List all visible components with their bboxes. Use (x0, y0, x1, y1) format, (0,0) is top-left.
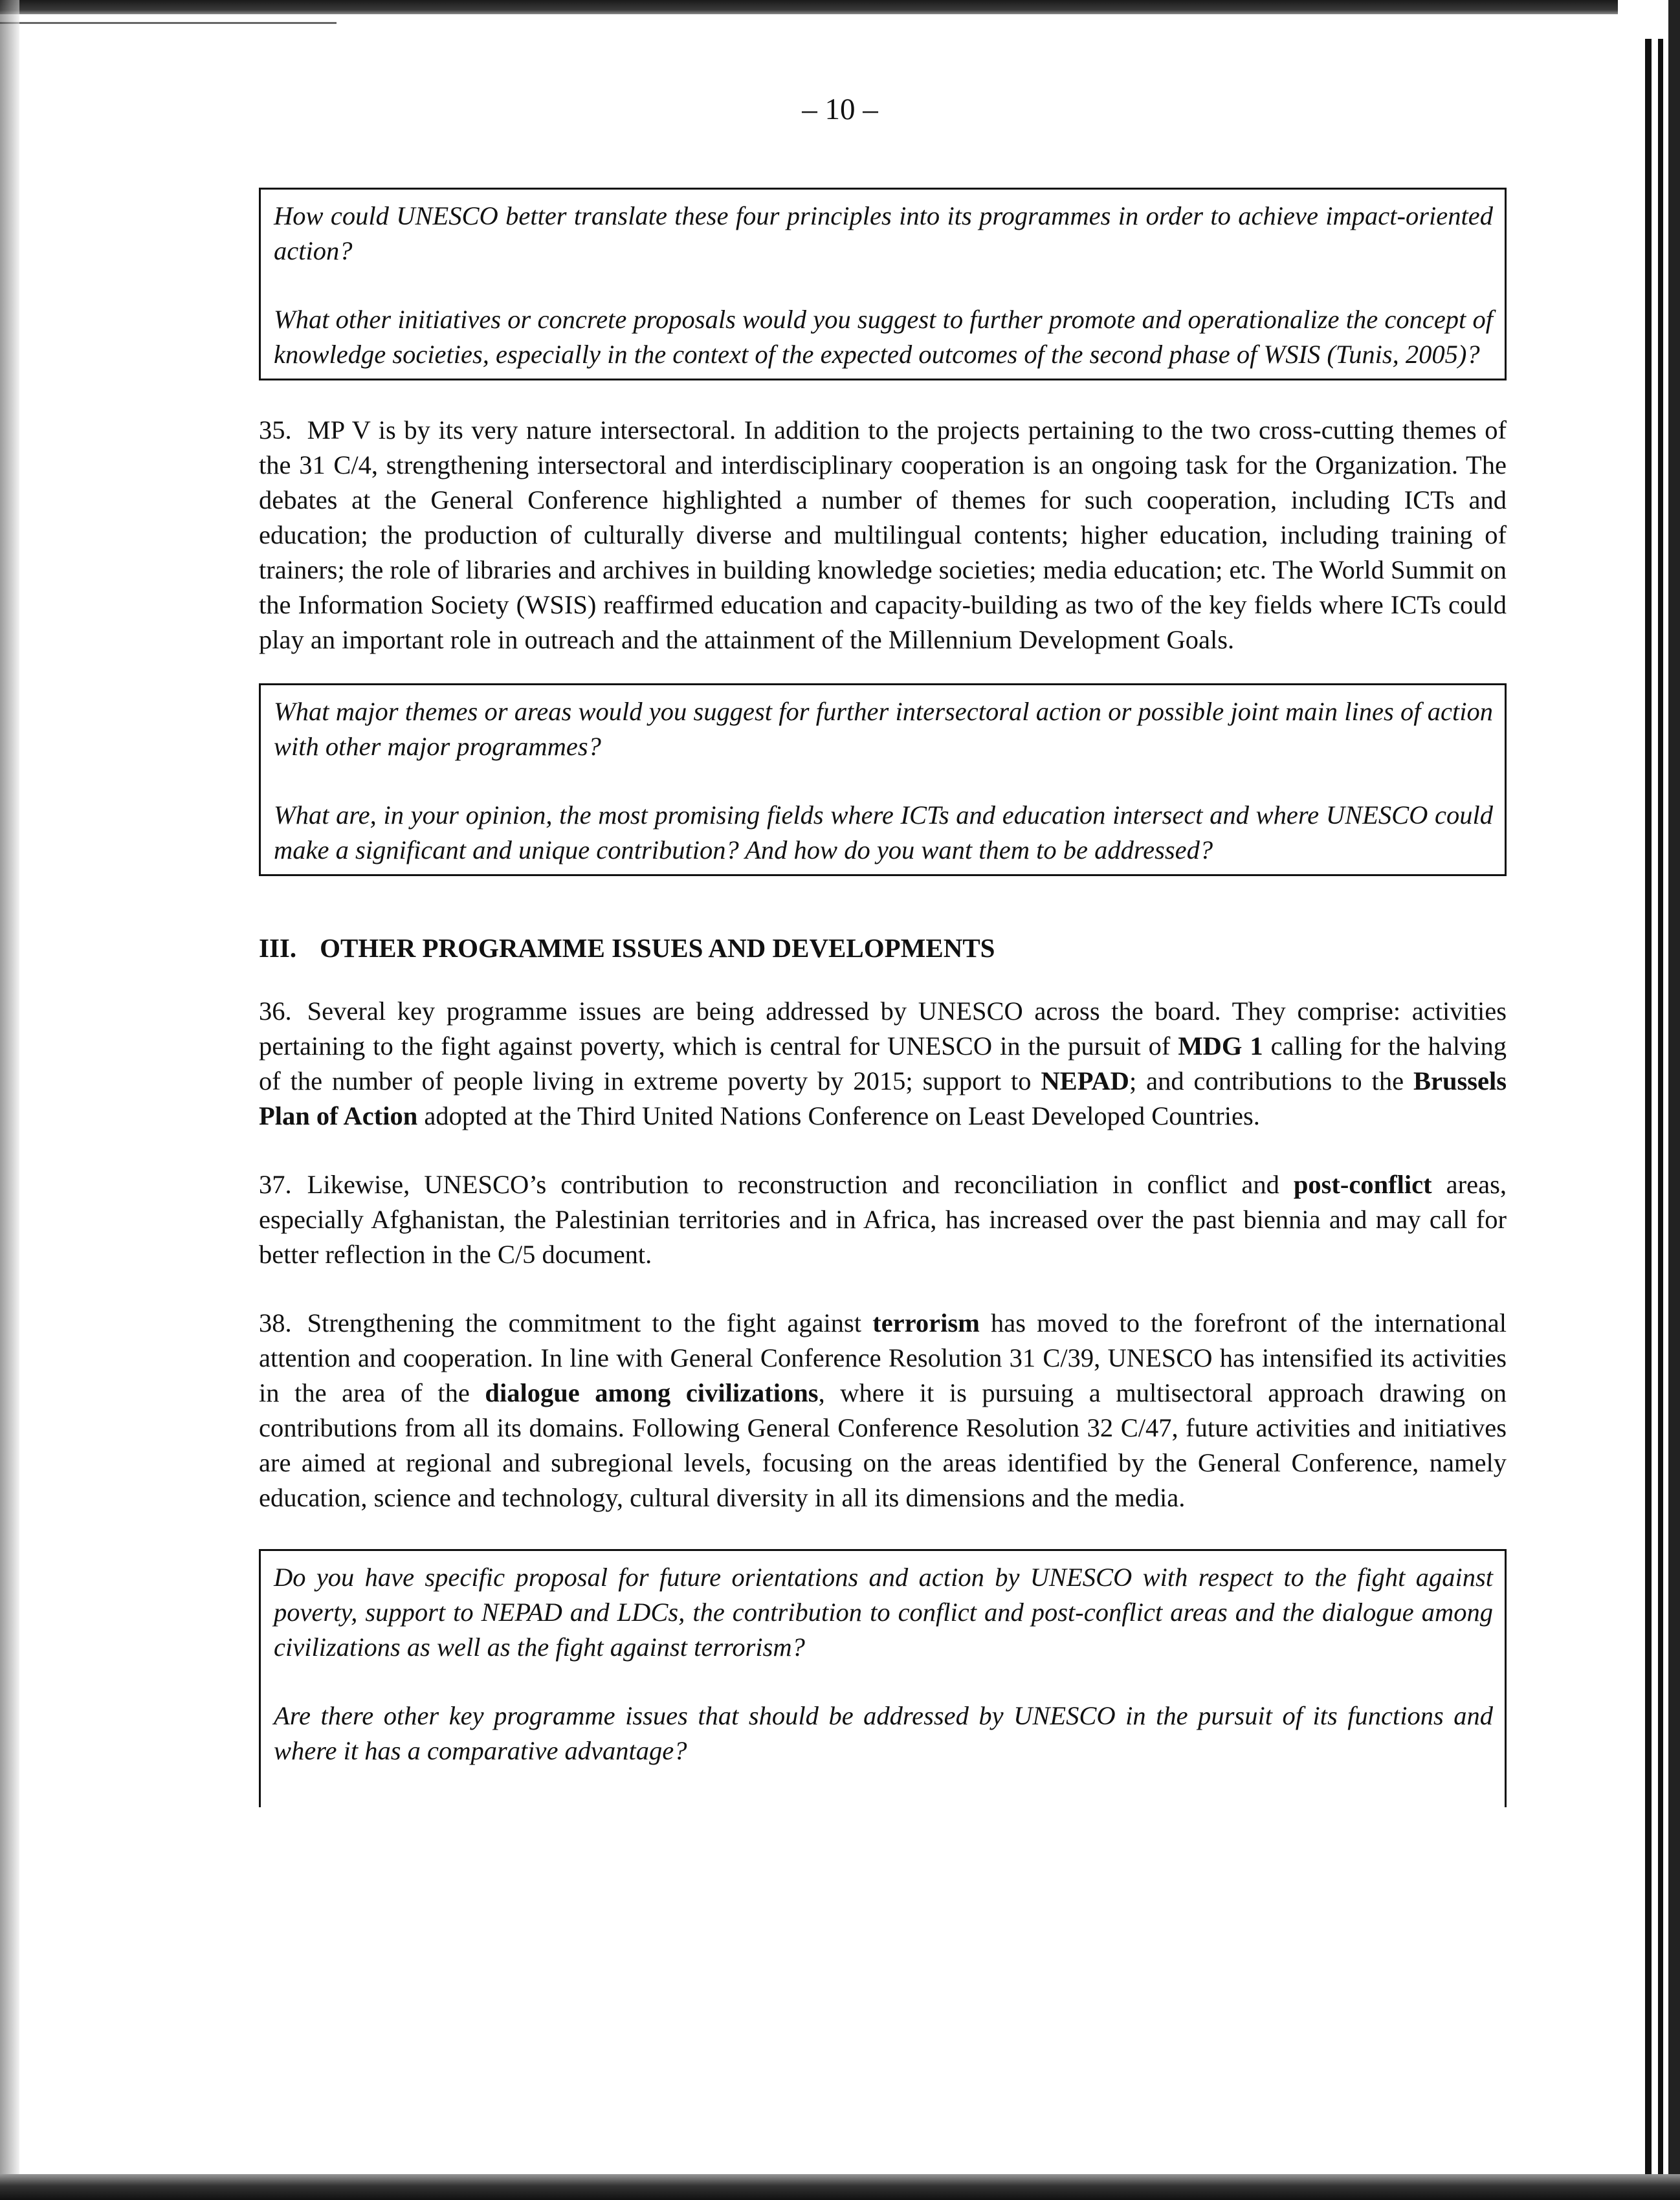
scan-edge-top (0, 0, 1680, 14)
paragraph-text: calling for the halving of the number of people living in extreme poverty by 2015; support to (259, 1031, 1507, 1095)
paragraph-text: Strengthening the commitment to the fight against (307, 1308, 873, 1337)
paragraph-text: Several key programme issues are being addressed by UNESCO across the board. They comprise: activities pertaining to the fight against poverty, which is central for UNESCO in the pursuit of (259, 996, 1507, 1061)
scan-edge-left (0, 0, 19, 2200)
question-box-2 (259, 683, 1507, 876)
paragraph-text: areas, especially Afghanistan, the Palestinian territories and in Africa, has increased over the past biennia and may call for better reflection in the C/5 document. (259, 1170, 1507, 1269)
paragraph-35 (259, 413, 1507, 657)
scan-edge-bottom (0, 2174, 1680, 2200)
paragraph-number: 36. (259, 996, 292, 1026)
paragraph-37 (259, 1167, 1507, 1272)
paragraph-number: 35. (259, 415, 292, 445)
section-number: III. (259, 933, 297, 963)
question-box-1 (259, 188, 1507, 380)
section-title: OTHER PROGRAMME ISSUES AND DEVELOPMENTS (320, 933, 995, 963)
paragraph-number: 37. (259, 1170, 292, 1199)
paragraph-text: Likewise, UNESCO’s contribution to reconstruction and reconciliation in conflict and (307, 1170, 1294, 1199)
bold-term: Brussels Plan of Action (259, 1066, 1507, 1130)
page-body (259, 188, 1507, 1807)
paragraph-text: , where it is pursuing a multisectoral approach drawing on contributions from all its domains. Following General Conference Resolution 32 C/47, future activities and initiatives are aimed at regional and subregional levels, focusing on the areas identified by the General Conference, namely education, science and technology, cultural diversity in all its dimensions and the media. (259, 1378, 1507, 1512)
question-box-2-q1: What major themes or areas would you suggest for further intersectoral action or possible joint main lines of action with other major programmes? (274, 697, 1493, 761)
question-box-2-q2: What are, in your opinion, the most promising fields where ICTs and education intersect and where UNESCO could make a significant and unique contribution? And how do you want them to be addressed? (274, 800, 1493, 864)
scan-artifact-line (0, 22, 337, 24)
bold-term: dialogue among civilizations (485, 1378, 819, 1407)
question-box-1-q2: What other initiatives or concrete proposals would you suggest to further promote and operationalize the concept of knowledge societies, especially in the context of the expected outcomes of the second phase of WSIS (Tunis, 2005)? (274, 305, 1493, 369)
paragraph-36 (259, 994, 1507, 1134)
question-box-3-q1: Do you have specific proposal for future orientations and action by UNESCO with respect to the fight against poverty, support to NEPAD and LDCs, the contribution to conflict and post-conflict areas and the dialogue among civilizations as well as the fight against terrorism? (274, 1563, 1493, 1662)
bold-term: post-conflict (1293, 1170, 1432, 1199)
paragraph-number: 38. (259, 1308, 292, 1337)
bold-term: NEPAD (1041, 1066, 1129, 1095)
section-heading (259, 930, 1507, 965)
page-number: – 10 – (802, 93, 878, 126)
scan-edge-right (1618, 0, 1680, 2200)
bold-term: terrorism (872, 1308, 980, 1337)
question-box-3-q2: Are there other key programme issues that should be addressed by UNESCO in the pursuit of its functions and where it has a comparative advantage? (274, 1701, 1493, 1765)
paragraph-38 (259, 1306, 1507, 1515)
paragraph-text: ; and contributions to the (1129, 1066, 1413, 1095)
question-box-3 (259, 1549, 1507, 1807)
paragraph-text: MP V is by its very nature intersectoral. In addition to the projects pertaining to the two cross-cutting themes of the 31 C/4, strengthening intersectoral and interdisciplinary cooperation is an ongoing task for the Organization. The debates at the General Conference highlighted a number of themes for such cooperation, including ICTs and education; the production of culturally diverse and multilingual contents; higher education, including training of trainers; the role of libraries and archives in building knowledge societies; media education; etc. The World Summit on the Information Society (WSIS) reaffirmed education and capacity-building as two of the key fields where ICTs could play an important role in outreach and the attainment of the Millennium Development Goals. (259, 415, 1507, 654)
paragraph-text: adopted at the Third United Nations Conference on Least Developed Countries. (417, 1101, 1260, 1130)
paragraph-text: has moved to the forefront of the international attention and cooperation. In line with General Conference Resolution 31 C/39, UNESCO has intensified its activities in the area of the (259, 1308, 1507, 1407)
bold-term: MDG 1 (1178, 1031, 1263, 1061)
question-box-1-q1: How could UNESCO better translate these four principles into its programmes in order to achieve impact-oriented action? (274, 201, 1493, 265)
